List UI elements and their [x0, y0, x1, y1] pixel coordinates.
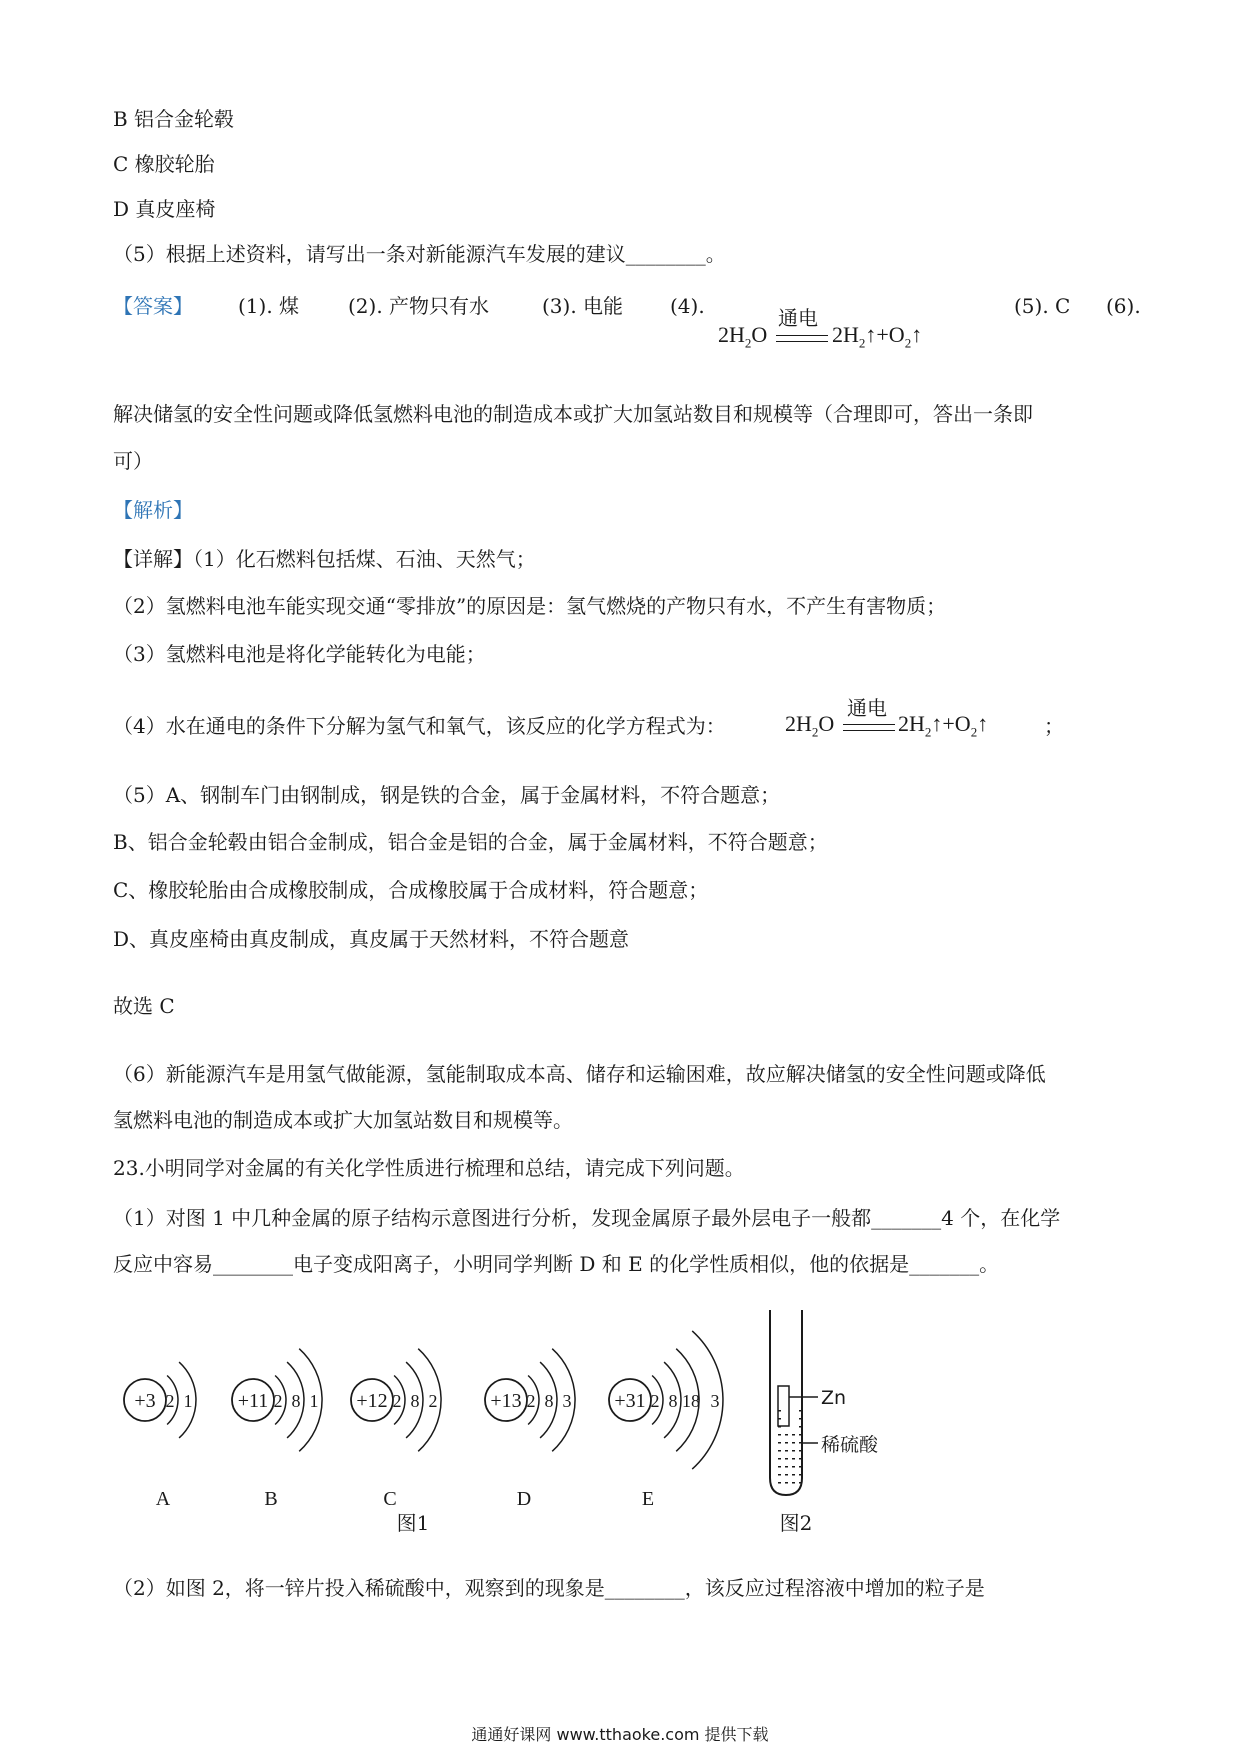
liquid-dot [778, 1474, 781, 1476]
nucleus-circle [609, 1379, 651, 1421]
liquid-dot [778, 1442, 781, 1444]
detail-label: 【详解】 [113, 547, 193, 571]
liquid-dot [778, 1434, 781, 1436]
question-23-1-line2: 反应中容易________电子变成阳离子，小明同学判断 D 和 E 的化学性质相似，他的依据是_______。 [113, 1252, 1000, 1276]
answer-2: (2). 产物只有水 [348, 294, 490, 318]
shell-electron-count: 2 [392, 1391, 402, 1411]
liquid-dot [778, 1450, 781, 1452]
detail-equation-condition: 通电 [847, 696, 887, 720]
test-tube-icon [770, 1310, 802, 1495]
answer-1: (1). 煤 [238, 294, 300, 318]
liquid-dot [792, 1474, 795, 1476]
electron-shell-arc [540, 1362, 557, 1438]
answer-5: (5). C [1014, 294, 1071, 318]
question-23-1-line1: （1）对图 1 中几种金属的原子结构示意图进行分析，发现金属原子最外层电子一般都_______4 个，在化学 [113, 1206, 1061, 1230]
acid-liquid [778, 1410, 802, 1484]
electron-shell-arc [394, 1376, 405, 1425]
electron-shell-arc [406, 1362, 423, 1438]
shell-electron-count: 2 [273, 1391, 283, 1411]
nucleus-circle [351, 1379, 393, 1421]
liquid-dot [799, 1474, 802, 1476]
electron-shell-arc [167, 1376, 178, 1425]
liquid-dot [778, 1466, 781, 1468]
liquid-dot [799, 1450, 802, 1452]
answer-label: 【答案】 [113, 294, 193, 318]
atom-d [485, 1349, 575, 1510]
liquid-dot [799, 1410, 802, 1412]
zn-label: Zn [821, 1387, 847, 1409]
liquid-dot [792, 1482, 795, 1484]
nucleus-charge: +13 [490, 1390, 522, 1412]
nucleus-charge: +11 [237, 1390, 269, 1412]
liquid-dot [778, 1418, 781, 1420]
detail-3: （3）氢燃料电池是将化学能转化为电能； [113, 642, 486, 666]
detail-2: （2）氢燃料电池车能实现交通“零排放”的原因是：氢气燃烧的产物只有水，不产生有害物质； [113, 594, 947, 618]
atom-b [232, 1349, 322, 1510]
equation-lhs: $2H_2O$ [718, 322, 768, 351]
shell-electron-count: 1 [309, 1391, 319, 1411]
liquid-dot [799, 1418, 802, 1420]
nucleus-circle [124, 1379, 166, 1421]
electron-shell-arc [287, 1362, 304, 1438]
atom-c [351, 1349, 441, 1510]
detail-5d: D、真皮座椅由真皮制成，真皮属于天然材料，不符合题意 [113, 927, 630, 951]
liquid-dot [778, 1426, 781, 1428]
liquid-dot [792, 1434, 795, 1436]
shell-electron-count: 8 [410, 1391, 420, 1411]
shell-electron-count: 8 [668, 1391, 678, 1411]
question-5: （5）根据上述资料，请写出一条对新能源汽车发展的建议________。 [113, 242, 726, 266]
option-d: D 真皮座椅 [113, 197, 216, 221]
shell-electron-count: 2 [650, 1391, 660, 1411]
liquid-dot [785, 1434, 788, 1436]
detail-5a: （5）A、钢制车门由钢制成，钢是铁的合金，属于金属材料，不符合题意； [113, 783, 781, 807]
detail-1: 【详解】（1）化石燃料包括煤、石油、天然气； [113, 547, 536, 571]
shell-electron-count: 2 [526, 1391, 536, 1411]
liquid-dot [785, 1474, 788, 1476]
liquid-dot [799, 1458, 802, 1460]
liquid-dot [778, 1410, 781, 1412]
figure-1-caption: 图1 [396, 1511, 430, 1535]
question-23-2: （2）如图 2，将一锌片投入稀硫酸中，观察到的现象是________，该反应过程溶液中增加的粒子是 [113, 1576, 985, 1600]
choose-c: 故选 C [113, 994, 175, 1018]
figure-1-atom-diagrams [124, 1331, 723, 1510]
liquid-dot [799, 1426, 802, 1428]
liquid-dot [799, 1482, 802, 1484]
electron-shell-arc [528, 1376, 539, 1425]
detail-equation-rhs: $2H_2↑+O_2↑$ [898, 711, 989, 740]
liquid-dot [792, 1466, 795, 1468]
nucleus-circle [485, 1379, 527, 1421]
zinc-strip [778, 1386, 789, 1426]
atom-e [609, 1331, 723, 1510]
acid-label: 稀硫酸 [821, 1434, 879, 1456]
shell-electron-count: 8 [544, 1391, 554, 1411]
shell-electron-count: 3 [562, 1391, 572, 1411]
nucleus-charge: +31 [614, 1390, 646, 1412]
detail-equation-equals [843, 724, 895, 731]
electron-shell-arc [664, 1362, 681, 1438]
liquid-dot [792, 1442, 795, 1444]
shell-electron-count: 8 [291, 1391, 301, 1411]
shell-electron-count: 2 [165, 1391, 175, 1411]
atom-label: C [383, 1488, 397, 1510]
electron-shell-arc [299, 1349, 322, 1452]
electron-shell-arc [676, 1349, 699, 1452]
question-23: 23.小明同学对金属的有关化学性质进行梳理和总结，请完成下列问题。 [113, 1156, 745, 1180]
option-b: B 铝合金轮毂 [113, 107, 235, 131]
answer-6-text-line1: 解决储氢的安全性问题或降低氢燃料电池的制造成本或扩大加氢站数目和规模等（合理即可，答出一条即 [113, 402, 1033, 426]
answer-6-text-line2: 可） [113, 449, 153, 473]
footer: 通通好课网 www.tthaoke.com 提供下载 [471, 1725, 769, 1744]
nucleus-charge: +12 [356, 1390, 388, 1412]
liquid-dot [799, 1434, 802, 1436]
liquid-dot [785, 1450, 788, 1452]
equation-condition: 通电 [778, 306, 818, 330]
equation-equals [776, 335, 828, 342]
nucleus-charge: +3 [134, 1390, 156, 1412]
atom-label: B [264, 1488, 278, 1510]
detail-6-line2: 氢燃料电池的制造成本或扩大加氢站数目和规模等。 [113, 1108, 573, 1132]
atom-label: E [641, 1488, 655, 1510]
shell-electron-count: 18 [682, 1391, 700, 1411]
figure-2-caption: 图2 [779, 1511, 813, 1535]
liquid-dot [792, 1450, 795, 1452]
liquid-dot [778, 1458, 781, 1460]
liquid-dot [792, 1458, 795, 1460]
electron-shell-arc [418, 1349, 441, 1452]
atom-label: D [516, 1488, 532, 1510]
atom-a [124, 1362, 196, 1510]
detail-4-end: ； [1044, 714, 1064, 738]
liquid-dot [799, 1442, 802, 1444]
electron-shell-arc [552, 1349, 575, 1452]
shell-electron-count: 2 [428, 1391, 438, 1411]
figure-2-test-tube [770, 1310, 818, 1495]
electron-shell-arc [179, 1362, 196, 1438]
option-c: C 橡胶轮胎 [113, 152, 215, 176]
shell-electron-count: 3 [710, 1391, 720, 1411]
liquid-dot [778, 1482, 781, 1484]
liquid-dot [785, 1482, 788, 1484]
shell-electron-count: 1 [183, 1391, 193, 1411]
liquid-dot [785, 1442, 788, 1444]
liquid-dot [785, 1466, 788, 1468]
electron-shell-arc [275, 1376, 286, 1425]
detail-6-line1: （6）新能源汽车是用氢气做能源，氢能制取成本高、储存和运输困难，故应解决储氢的安全性问题或降低 [113, 1062, 1046, 1086]
detail-equation-lhs: $2H_2O$ [785, 711, 835, 740]
detail-4: （4）水在通电的条件下分解为氢气和氧气，该反应的化学方程式为： [113, 714, 726, 738]
liquid-dot [799, 1466, 802, 1468]
liquid-dot [785, 1458, 788, 1460]
equation-rhs: $2H_2↑+O_2↑$ [832, 322, 923, 351]
answer-3: (3). 电能 [542, 294, 624, 318]
electron-shell-arc [692, 1331, 723, 1469]
answer-6: (6). [1106, 294, 1141, 318]
nucleus-circle [232, 1379, 274, 1421]
answer-4: (4). [670, 294, 705, 318]
atom-label: A [155, 1488, 171, 1510]
electron-shell-arc [652, 1376, 663, 1425]
detail-5b: B、铝合金轮毂由铝合金制成，铝合金是铝的合金，属于金属材料，不符合题意； [113, 830, 828, 854]
analysis-label: 【解析】 [113, 498, 193, 522]
detail-5c: C、橡胶轮胎由合成橡胶制成，合成橡胶属于合成材料，符合题意； [113, 878, 709, 902]
